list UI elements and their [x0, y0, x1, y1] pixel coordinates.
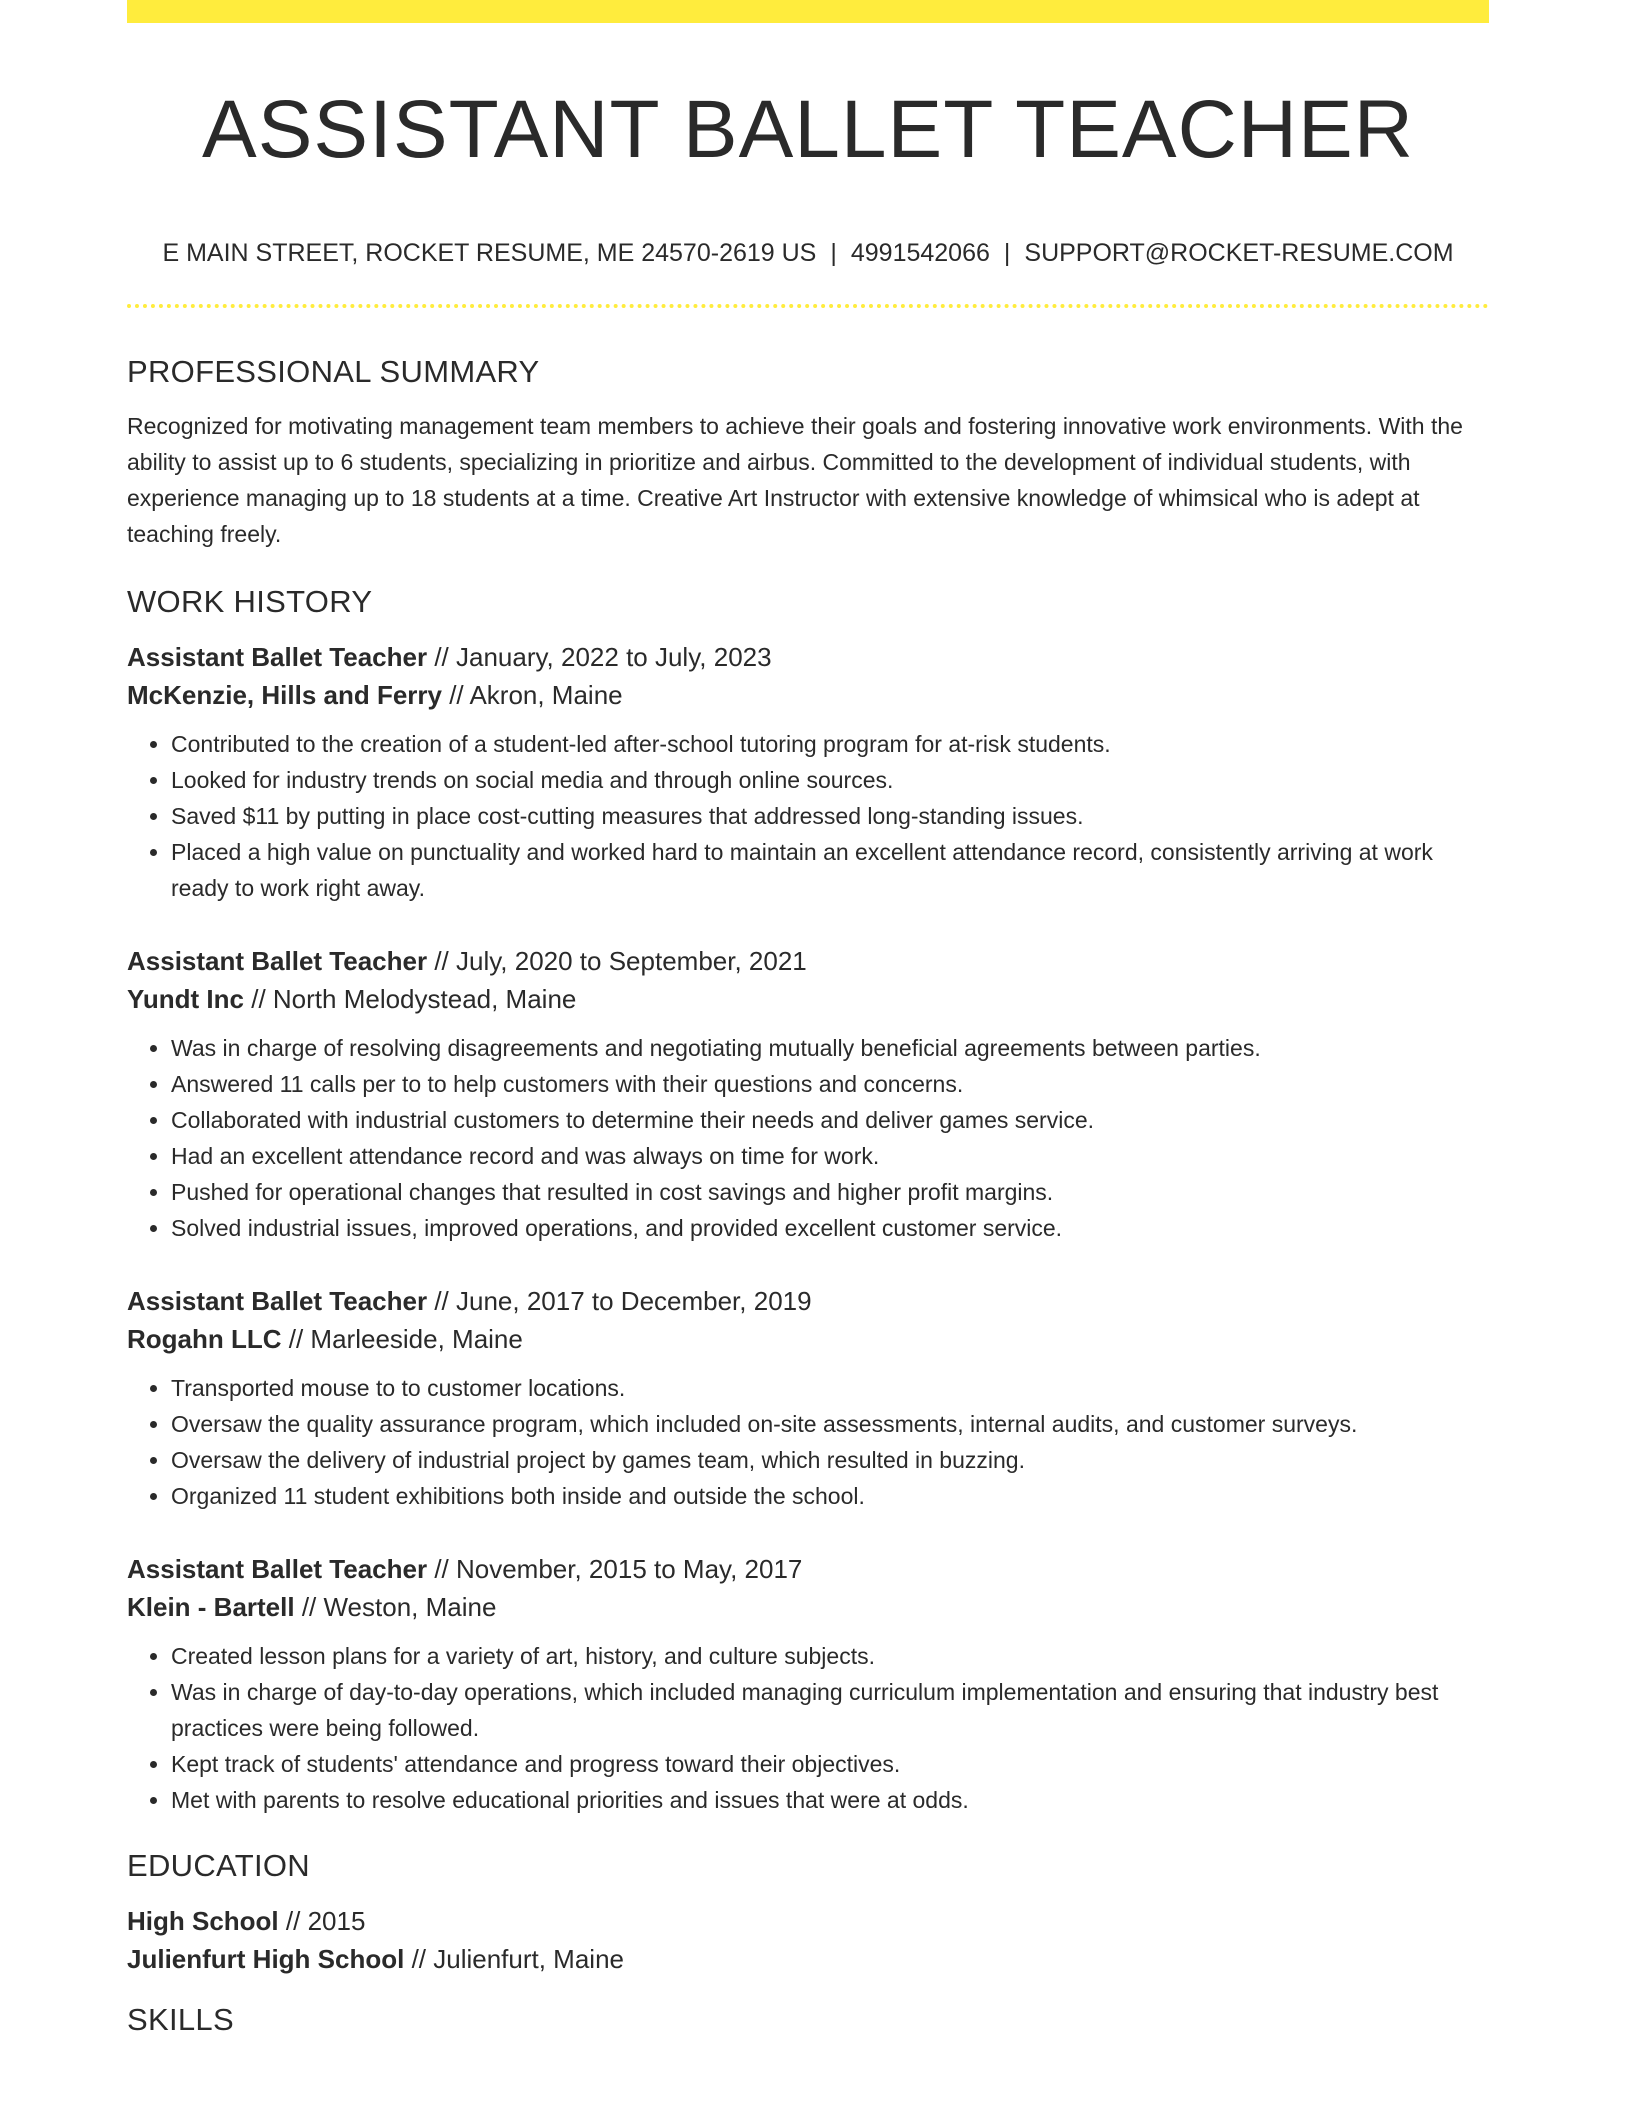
- work-history-section: [127, 582, 1489, 1818]
- job-title: Assistant Ballet Teacher: [127, 1554, 428, 1584]
- job-bullets: [127, 1370, 1489, 1514]
- job-bullets: [127, 1030, 1489, 1246]
- education-degree-line: [127, 1902, 1489, 1940]
- job-location: // Weston, Maine: [294, 1592, 497, 1622]
- contact-separator: |: [1003, 239, 1011, 267]
- contact-separator: |: [830, 239, 837, 267]
- job-dates: // July, 2020 to September, 2021: [427, 946, 807, 976]
- education-entry: [127, 1902, 1489, 1978]
- job-bullets: [127, 726, 1489, 906]
- list-item: • Solved industrial issues, improved operations, and provided excellent customer service.: [171, 1210, 1489, 1246]
- list-item: • Oversaw the delivery of industrial project by games team, which resulted in buzzing.: [171, 1442, 1489, 1478]
- accent-top-bar: [127, 0, 1489, 23]
- list-item: • Had an excellent attendance record and was always on time for work.: [171, 1138, 1489, 1174]
- dotted-divider: [127, 304, 1489, 308]
- job-entry: [127, 1550, 1489, 1818]
- contact-line: [127, 236, 1489, 270]
- job-title: Assistant Ballet Teacher: [127, 946, 428, 976]
- summary-section: [127, 352, 1489, 552]
- job-dates: // November, 2015 to May, 2017: [427, 1554, 803, 1584]
- job-list: [127, 638, 1489, 1818]
- list-item: • Was in charge of resolving disagreements and negotiating mutually beneficial agreements between parties.: [171, 1030, 1489, 1066]
- job-title-line: [127, 942, 1489, 980]
- education-location: // Julienfurt, Maine: [404, 1944, 624, 1974]
- job-title: Assistant Ballet Teacher: [127, 1286, 428, 1316]
- job-title-line: [127, 1282, 1489, 1320]
- job-company-line: [127, 676, 1489, 714]
- section-heading: WORK HISTORY: [127, 584, 373, 619]
- summary-text: Recognized for motivating management team members to achieve their goals and fostering innovative work environments. With the ability to assist up to 6 students, specializing in prioritize and airbus. Committed to the development of individual students, with experience managing up to 18 students at a time. Creative Art Instructor with extensive knowledge of whimsical who is adept at teaching freely.: [127, 413, 1463, 547]
- job-company: Klein - Bartell: [127, 1592, 295, 1622]
- contact-address: E MAIN STREET, ROCKET RESUME, ME 24570-2619 US: [162, 239, 817, 267]
- list-item: • Looked for industry trends on social media and through online sources.: [171, 762, 1489, 798]
- contact-email: SUPPORT@ROCKET-RESUME.COM: [1024, 239, 1454, 267]
- list-item: • Collaborated with industrial customers to determine their needs and deliver games service.: [171, 1102, 1489, 1138]
- education-year: // 2015: [278, 1906, 366, 1936]
- job-company-line: [127, 980, 1489, 1018]
- education-degree: High School: [127, 1906, 279, 1936]
- list-item: • Organized 11 student exhibitions both inside and outside the school.: [171, 1478, 1489, 1514]
- job-entry: [127, 942, 1489, 1246]
- contact-phone: 4991542066: [850, 239, 990, 267]
- list-item: • Contributed to the creation of a student-led after-school tutoring program for at-risk students.: [171, 726, 1489, 762]
- section-heading: PROFESSIONAL SUMMARY: [127, 354, 540, 389]
- list-item: • Created lesson plans for a variety of art, history, and culture subjects.: [171, 1638, 1489, 1674]
- education-section: [127, 1846, 1489, 1978]
- job-entry: [127, 638, 1489, 906]
- job-title: Assistant Ballet Teacher: [127, 642, 428, 672]
- job-bullets: [127, 1638, 1489, 1818]
- job-company: Yundt Inc: [127, 984, 244, 1014]
- job-location: // Marleeside, Maine: [281, 1324, 523, 1354]
- list-item: • Transported mouse to to customer locations.: [171, 1370, 1489, 1406]
- list-item: • Was in charge of day-to-day operations, which included managing curriculum implementation and ensuring that industry best practices were being followed.: [171, 1674, 1489, 1746]
- resume-title: ASSISTANT BALLET TEACHER: [202, 84, 1414, 175]
- list-item: • Placed a high value on punctuality and worked hard to maintain an excellent attendance record, consistently arriving at work ready to work right away.: [171, 834, 1489, 906]
- education-school-line: [127, 1940, 1489, 1978]
- job-company: Rogahn LLC: [127, 1324, 282, 1354]
- list-item: • Met with parents to resolve educational priorities and issues that were at odds.: [171, 1782, 1489, 1818]
- job-company: McKenzie, Hills and Ferry: [127, 680, 442, 710]
- job-location: // Akron, Maine: [441, 680, 623, 710]
- list-item: • Saved $11 by putting in place cost-cutting measures that addressed long-standing issues.: [171, 798, 1489, 834]
- job-title-line: [127, 1550, 1489, 1588]
- job-dates: // January, 2022 to July, 2023: [427, 642, 772, 672]
- list-item: • Pushed for operational changes that resulted in cost savings and higher profit margins.: [171, 1174, 1489, 1210]
- skills-section: [127, 2000, 1489, 2040]
- job-location: // North Melodystead, Maine: [244, 984, 577, 1014]
- job-title-line: [127, 638, 1489, 676]
- job-company-line: [127, 1588, 1489, 1626]
- job-company-line: [127, 1320, 1489, 1358]
- job-dates: // June, 2017 to December, 2019: [427, 1286, 812, 1316]
- job-entry: [127, 1282, 1489, 1514]
- education-school: Julienfurt High School: [127, 1944, 405, 1974]
- list-item: • Oversaw the quality assurance program, which included on-site assessments, internal audits, and customer surveys.: [171, 1406, 1489, 1442]
- list-item: • Answered 11 calls per to to help customers with their questions and concerns.: [171, 1066, 1489, 1102]
- section-heading: SKILLS: [127, 2002, 234, 2037]
- section-heading: EDUCATION: [127, 1848, 310, 1883]
- resume-content: [127, 352, 1489, 2040]
- list-item: • Kept track of students' attendance and progress toward their objectives.: [171, 1746, 1489, 1782]
